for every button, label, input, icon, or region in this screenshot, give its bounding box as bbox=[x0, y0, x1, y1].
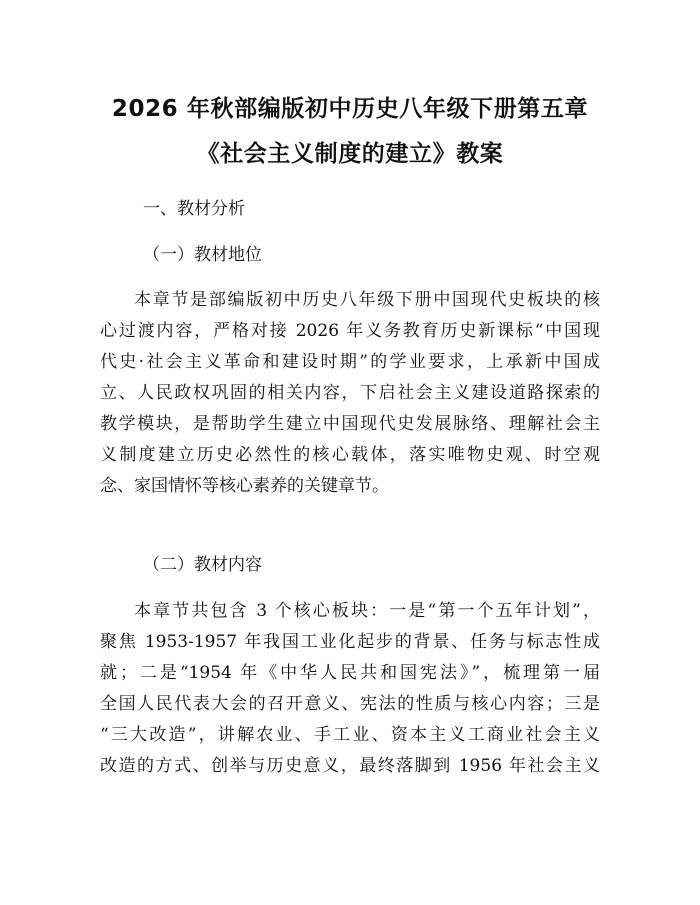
paragraph-line: 全国人民代表大会的召开意义、宪法的性质与核心内容；三是 bbox=[100, 694, 600, 714]
paragraph-line: 教学模块，是帮助学生建立中国现代史发展脉络、理解社会主 bbox=[100, 414, 600, 434]
section-heading-textbook-analysis: 一、教材分析 bbox=[143, 199, 245, 219]
paragraph-line: 本章节共包含 3 个核心板块：一是“第一个五年计划”， bbox=[134, 601, 600, 621]
subsection-heading-textbook-position: （一）教材地位 bbox=[143, 245, 262, 265]
paragraph-line: 义制度建立历史必然性的核心载体，落实唯物史观、时空观 bbox=[100, 445, 600, 465]
subsection-heading-textbook-content: （二）教材内容 bbox=[143, 555, 262, 575]
paragraph-line: 就；二是“1954 年《中华人民共和国宪法》”，梳理第一届 bbox=[100, 663, 600, 683]
paragraph-line: 心过渡内容，严格对接 2026 年义务教育历史新课标“中国现 bbox=[100, 321, 600, 341]
paragraph-line: “三大改造”，讲解农业、手工业、资本主义工商业社会主义 bbox=[100, 725, 600, 745]
document-title-line-1: 2026 年秋部编版初中历史八年级下册第五章 bbox=[111, 96, 589, 122]
paragraph-line: 念、家国情怀等核心素养的关键章节。 bbox=[100, 476, 389, 496]
paragraph-line: 代史·社会主义革命和建设时期”的学业要求，上承新中国成 bbox=[100, 352, 600, 372]
paragraph-line: 聚焦 1953-1957 年我国工业化起步的背景、任务与标志性成 bbox=[100, 632, 600, 652]
paragraph-line: 改造的方式、创举与历史意义，最终落脚到 1956 年社会主义 bbox=[100, 756, 600, 776]
paragraph-textbook-content bbox=[100, 596, 600, 782]
paragraph-line: 本章节是部编版初中历史八年级下册中国现代史板块的核 bbox=[134, 290, 600, 310]
document-title-line-2: 《社会主义制度的建立》教案 bbox=[196, 141, 504, 167]
paragraph-line: 立、人民政权巩固的相关内容，下启社会主义建设道路探索的 bbox=[100, 383, 600, 403]
paragraph-textbook-position bbox=[100, 285, 600, 502]
